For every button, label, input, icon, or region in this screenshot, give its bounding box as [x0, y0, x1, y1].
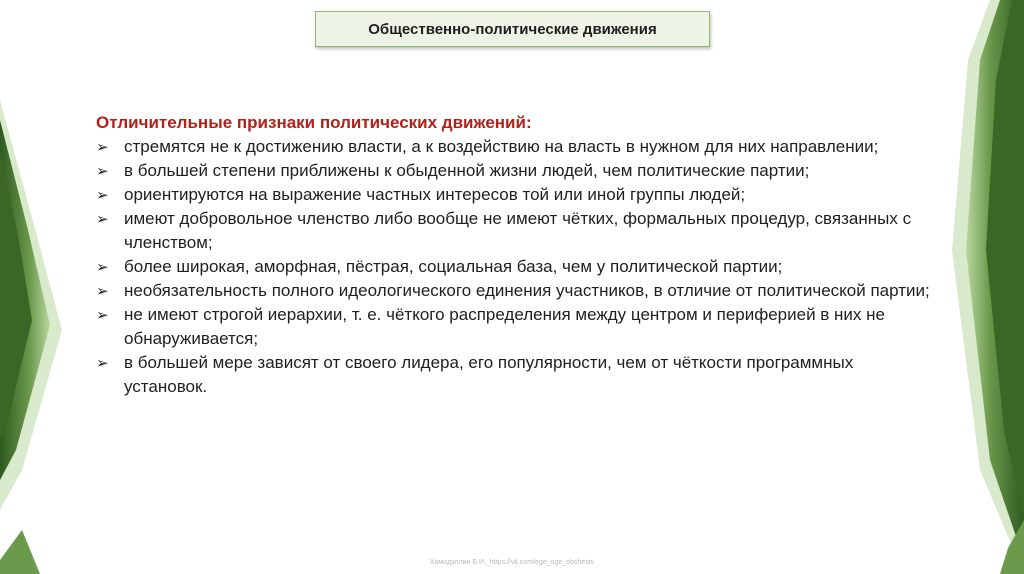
- arrowhead-bullet-icon: ➢: [96, 258, 109, 276]
- list-item-text: ориентируются на выражение частных интересов той или иной группы людей;: [124, 185, 746, 204]
- slide-title: Общественно-политические движения: [315, 11, 710, 47]
- arrowhead-bullet-icon: ➢: [96, 210, 109, 228]
- list-item: [96, 135, 936, 159]
- arrowhead-bullet-icon: ➢: [96, 138, 109, 156]
- footer-credit: Хамидуллин Б.И._https://vk.com/ege_oge_obshestv: [429, 559, 595, 566]
- arrowhead-bullet-icon: ➢: [96, 162, 109, 180]
- section-heading: Отличительные признаки политических движений:: [96, 113, 532, 132]
- list-item-text: стремятся не к достижению власти, а к воздействию на власть в нужном для них направлении;: [124, 137, 879, 156]
- list-item: [96, 255, 936, 279]
- list-item-text: имеют добровольное членство либо вообще не имеют чётких, формальных процедур, связанных с членством;: [124, 209, 912, 252]
- arrowhead-bullet-icon: ➢: [96, 306, 109, 324]
- list-item-text: необязательность полного идеологического единения участников, в отличие от политической партии;: [124, 281, 930, 300]
- list-item: [96, 207, 936, 255]
- list-item-text: более широкая, аморфная, пёстрая, социальная база, чем у политической партии;: [124, 257, 783, 276]
- feature-list: [96, 135, 936, 399]
- arrowhead-bullet-icon: ➢: [96, 186, 109, 204]
- list-item-text: в большей мере зависят от своего лидера, его популярности, чем от чёткости программных установок.: [124, 353, 854, 396]
- content-block: [96, 111, 936, 399]
- list-item-text: не имеют строгой иерархии, т. е. чёткого распределения между центром и периферией в них не обнаруживается;: [124, 305, 885, 348]
- arrowhead-bullet-icon: ➢: [96, 282, 109, 300]
- list-item: [96, 303, 936, 351]
- list-item: [96, 159, 936, 183]
- list-item: [96, 279, 936, 303]
- list-item-text: в большей степени приближены к обыденной жизни людей, чем политические партии;: [124, 161, 810, 180]
- list-item: [96, 351, 936, 399]
- list-item: [96, 183, 936, 207]
- arrowhead-bullet-icon: ➢: [96, 354, 109, 372]
